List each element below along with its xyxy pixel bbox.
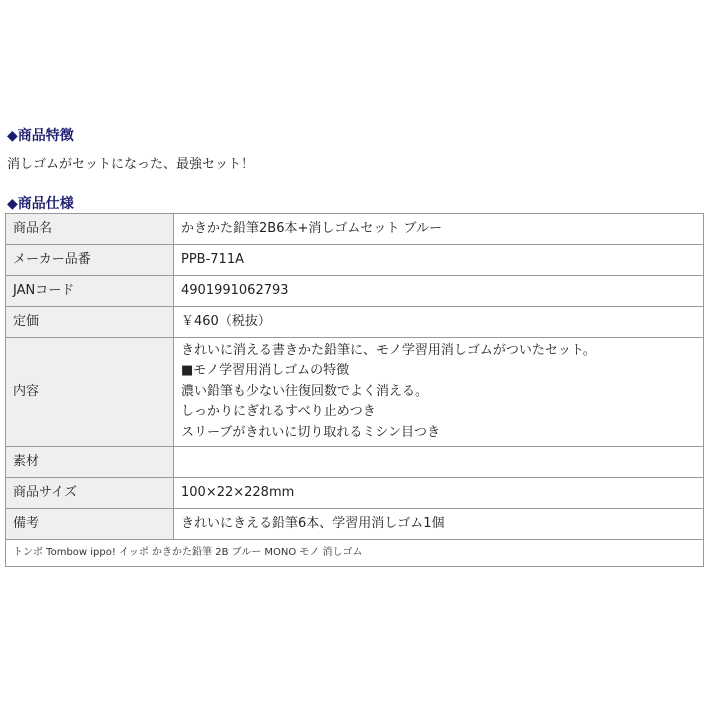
product-name-label: 商品名 bbox=[6, 214, 174, 245]
table-row bbox=[6, 338, 704, 447]
material-value bbox=[174, 447, 704, 478]
contents-value bbox=[174, 338, 704, 447]
table-row bbox=[6, 478, 704, 509]
keywords-text: トンボ Tombow ippo! イッポ かきかた鉛筆 2B ブルー MONO モノ 消しゴム bbox=[6, 540, 704, 567]
remarks-label: 備考 bbox=[6, 509, 174, 540]
table-row bbox=[6, 214, 704, 245]
features-heading: ◆商品特徴 bbox=[7, 128, 74, 144]
contents-line: 濃い鉛筆も少ない往復回数でよく消える。 bbox=[181, 383, 429, 399]
table-row bbox=[6, 447, 704, 478]
spec-table bbox=[5, 213, 704, 567]
table-row bbox=[6, 540, 704, 567]
price-label: 定価 bbox=[6, 307, 174, 338]
product-name-value: かきかた鉛筆2B6本+消しゴムセット ブルー bbox=[174, 214, 704, 245]
product-size-label: 商品サイズ bbox=[6, 478, 174, 509]
material-label: 素材 bbox=[6, 447, 174, 478]
contents-line: ■モノ学習用消しゴムの特徴 bbox=[181, 363, 350, 379]
contents-line: きれいに消える書きかた鉛筆に、モノ学習用消しゴムがついたセット。 bbox=[181, 342, 596, 358]
contents-line: スリーブがきれいに切り取れるミシン目つき bbox=[181, 424, 441, 440]
features-text: 消しゴムがセットになった、最強セット！ bbox=[7, 157, 255, 172]
table-row bbox=[6, 245, 704, 276]
contents-line: しっかりにぎれるすべり止めつき bbox=[181, 404, 376, 420]
remarks-value: きれいにきえる鉛筆6本、学習用消しゴム1個 bbox=[174, 509, 704, 540]
product-size-value: 100×22×228mm bbox=[174, 478, 704, 509]
table-row bbox=[6, 307, 704, 338]
table-row bbox=[6, 509, 704, 540]
price-value: ￥460（税抜） bbox=[174, 307, 704, 338]
maker-code-label: メーカー品番 bbox=[6, 245, 174, 276]
table-row bbox=[6, 276, 704, 307]
jan-code-value: 4901991062793 bbox=[174, 276, 704, 307]
contents-label: 内容 bbox=[6, 338, 174, 447]
maker-code-value: PPB-711A bbox=[174, 245, 704, 276]
jan-code-label: JANコード bbox=[6, 276, 174, 307]
spec-heading: ◆商品仕様 bbox=[7, 196, 74, 212]
